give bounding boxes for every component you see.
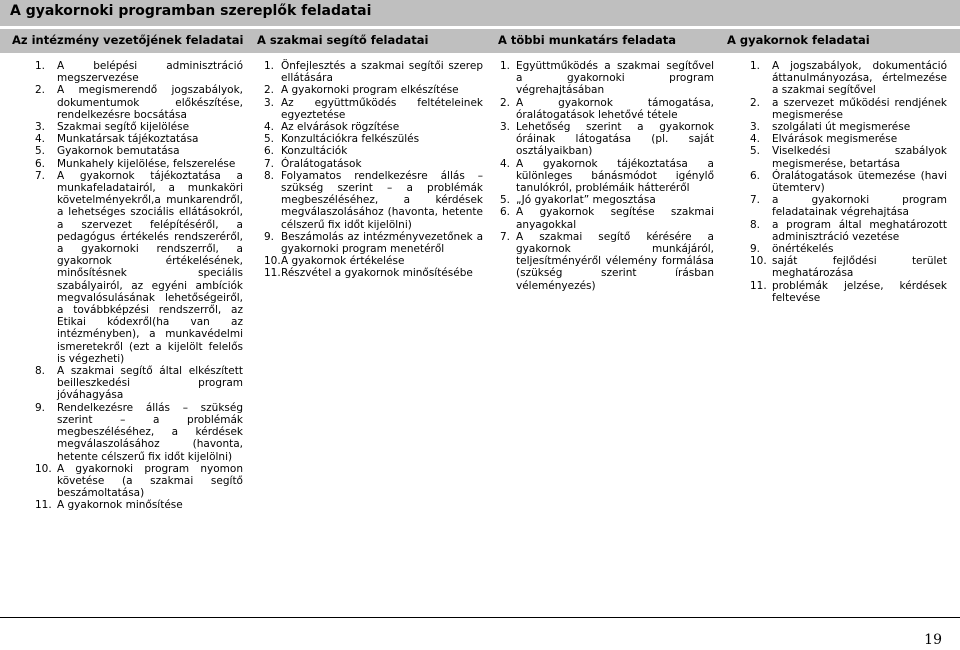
item-text: Az együttműködés feltételeinek egyeztetése <box>281 96 483 121</box>
item-number: 7. <box>750 194 761 207</box>
page-number: 19 <box>924 632 942 648</box>
item-number: 6. <box>35 157 46 170</box>
list-item <box>35 170 243 365</box>
list-item <box>750 280 947 304</box>
list-item <box>750 97 947 121</box>
item-number: 2. <box>500 96 511 109</box>
item-number: 1. <box>35 60 46 72</box>
list-item <box>750 194 947 218</box>
item-number: 10. <box>264 255 281 268</box>
item-number: 7. <box>500 230 511 243</box>
item-text: A gyakornoki program nyomon követése (a szakmai segítő beszámoltatása) <box>57 462 243 500</box>
item-number: 6. <box>500 206 511 219</box>
list-item <box>500 206 714 230</box>
item-number: 1. <box>750 60 761 72</box>
item-text: A gyakornok tájékoztatása a munkafeladatairól, a munkaköri követelményekről,a munkarendről, a lehetséges szociális ellátásokról, a szervezet felépítéséről, a pedagógus értékelés rendszeréről, a gyakornoki rendszerről, a gyakornok értékelésének, minősítésnek speciális szabályairól, az egyéni ambíciók megvalósulásának lehetőségeiről, a továbbképzési rendszerről, az Etikai kódexről(ha van az intézményben), a munkavédelmi ismeretekről (ezt a kijelölt felelős is végezheti) <box>57 169 243 365</box>
list-item <box>264 158 483 170</box>
item-text: Részvétel a gyakornok minősítésébe <box>281 267 473 280</box>
list-item <box>500 97 714 121</box>
item-text: Konzultációkra felkészülés <box>281 133 420 146</box>
item-number: 1. <box>500 60 511 72</box>
item-text: Önfejlesztés a szakmai segítői szerep ellátására <box>281 60 483 85</box>
item-number: 5. <box>500 194 511 207</box>
item-number: 11. <box>750 279 767 292</box>
list-item <box>500 194 714 206</box>
list-item <box>750 121 947 133</box>
item-number: 11. <box>35 499 52 512</box>
item-text: Elvárások megismerése <box>772 133 898 146</box>
item-text: Óralátogatások ütemezése (havi ütemterv) <box>772 169 947 195</box>
item-number: 8. <box>35 365 46 378</box>
item-text: Együttműködés a szakmai segítővel a gyakornoki program végrehajtásában <box>516 60 714 97</box>
item-number: 4. <box>35 133 46 146</box>
list-item <box>750 255 947 279</box>
column-header-trainee: A gyakornok feladatai <box>727 33 870 47</box>
list-item <box>750 219 947 243</box>
item-text: A gyakornok értékelése <box>281 255 405 268</box>
list-item <box>264 255 483 267</box>
list-item <box>750 133 947 145</box>
list-item <box>264 133 483 145</box>
item-text: A megismerendő jogszabályok, dokumentumok előkészítése, rendelkezésre bocsátása <box>57 84 243 121</box>
list-item <box>500 158 714 195</box>
item-text: a program által meghatározott adminisztráció vezetése <box>772 218 947 243</box>
item-text: A gyakornok segítése szakmai anyagokkal <box>516 206 714 231</box>
item-number: 2. <box>35 84 46 97</box>
item-number: 2. <box>264 84 275 97</box>
item-text: a gyakornoki program feladatainak végrehajtása <box>772 194 947 219</box>
list-item <box>500 231 714 292</box>
item-text: A szakmai segítő által elkészített beilleszkedési program jóváhagyása <box>57 365 243 402</box>
item-text: Szakmai segítő kijelölése <box>57 121 190 134</box>
column-header-colleagues: A többi munkatárs feladata <box>498 33 677 47</box>
item-number: 8. <box>264 169 275 182</box>
item-number: 3. <box>750 121 761 134</box>
item-number: 6. <box>750 169 761 182</box>
item-number: 5. <box>35 145 46 158</box>
list-colleague-tasks <box>500 60 714 292</box>
list-item <box>264 84 483 96</box>
item-number: 4. <box>750 133 761 146</box>
item-text: Munkahely kijelölése, felszerelése <box>57 157 236 170</box>
item-number: 3. <box>35 121 46 134</box>
list-leader-tasks <box>35 60 243 512</box>
item-text: Lehetőség szerint a gyakornok óráinak látogatása (pl. saját osztályaikban) <box>516 121 714 158</box>
list-item <box>35 365 243 402</box>
item-text: A gyakornok minősítése <box>57 499 183 512</box>
list-item <box>35 145 243 157</box>
item-number: 11. <box>264 267 281 280</box>
list-item <box>35 84 243 121</box>
list-item <box>35 499 243 511</box>
item-number: 5. <box>750 145 761 158</box>
item-number: 1. <box>264 60 275 72</box>
footer-rule <box>0 617 960 618</box>
list-item <box>264 170 483 231</box>
item-number: 9. <box>264 230 275 243</box>
item-number: 9. <box>35 401 46 414</box>
list-mentor-tasks <box>264 60 483 280</box>
item-text: saját fejlődési terület meghatározása <box>772 255 947 280</box>
list-item <box>500 60 714 97</box>
item-number: 4. <box>500 157 511 170</box>
item-number: 4. <box>264 121 275 134</box>
list-item <box>264 231 483 255</box>
item-text: A belépési adminisztráció megszervezése <box>57 60 243 85</box>
item-number: 5. <box>264 133 275 146</box>
list-item <box>750 243 947 255</box>
item-text: a szervezet működési rendjének megismerése <box>772 96 947 121</box>
item-text: A jogszabályok, dokumentáció áttanulmányozása, értelmezése a szakmai segítővel <box>772 60 947 97</box>
item-number: 10. <box>35 462 52 475</box>
page-title: A gyakornoki programban szereplők feladatai <box>10 3 372 19</box>
list-item <box>264 97 483 121</box>
list-item <box>264 267 483 279</box>
item-text: Rendelkezésre állás – szükség szerint – a problémák megbeszéléséhez, a kérdések megválaszolásához (havonta, hetente célszerű fix időt kijelölni) <box>57 401 243 463</box>
item-text: Gyakornok bemutatása <box>57 145 180 158</box>
column-header-mentor: A szakmai segítő feladatai <box>257 33 429 47</box>
item-text: „Jó gyakorlat” megosztása <box>516 194 656 207</box>
item-number: 7. <box>264 157 275 170</box>
item-text: Óralátogatások <box>281 157 362 170</box>
list-item <box>35 158 243 170</box>
list-item <box>35 463 243 500</box>
list-item <box>264 121 483 133</box>
item-text: Konzultációk <box>281 145 348 158</box>
list-item <box>264 145 483 157</box>
item-text: Beszámolás az intézményvezetőnek a gyakornoki program menetéről <box>281 230 483 256</box>
item-number: 10. <box>750 255 767 268</box>
list-item <box>264 60 483 84</box>
item-number: 3. <box>500 121 511 134</box>
list-item <box>750 60 947 97</box>
item-text: önértékelés <box>772 243 834 256</box>
item-text: Folyamatos rendelkezésre állás – szükség szerint – a problémák megbeszéléséhez, a kérdések megválaszolásához (havonta, hetente célszerű fix időt kijelölni) <box>281 169 483 231</box>
item-text: A gyakornoki program elkészítése <box>281 84 459 97</box>
list-item <box>35 60 243 84</box>
column-header-leader: Az intézmény vezetőjének feladatai <box>12 33 244 47</box>
item-text: A gyakornok tájékoztatása a különleges bánásmódot igénylő tanulókról, problémáik hátteréről <box>516 157 714 195</box>
item-number: 8. <box>750 218 761 231</box>
list-item <box>750 145 947 169</box>
list-item <box>35 121 243 133</box>
list-item <box>35 133 243 145</box>
item-text: Munkatársak tájékoztatása <box>57 133 199 146</box>
item-number: 3. <box>264 96 275 109</box>
item-text: Az elvárások rögzítése <box>281 121 400 134</box>
item-text: Viselkedési szabályok megismerése, betartása <box>772 145 947 170</box>
item-text: A szakmai segítő kérésére a gyakornok munkájáról, teljesítményéről vélemény formálása (szükség szerint írásban véleményezés) <box>516 230 714 292</box>
item-text: problémák jelzése, kérdések feltevése <box>772 279 947 304</box>
item-number: 6. <box>264 145 275 158</box>
list-item <box>35 402 243 463</box>
item-text: A gyakornok támogatása, óralátogatások lehetővé tétele <box>516 96 714 121</box>
item-number: 7. <box>35 169 46 182</box>
list-item <box>500 121 714 158</box>
item-text: szolgálati út megismerése <box>772 121 911 134</box>
item-number: 9. <box>750 243 761 256</box>
item-number: 2. <box>750 96 761 109</box>
list-trainee-tasks <box>750 60 947 304</box>
list-item <box>750 170 947 194</box>
